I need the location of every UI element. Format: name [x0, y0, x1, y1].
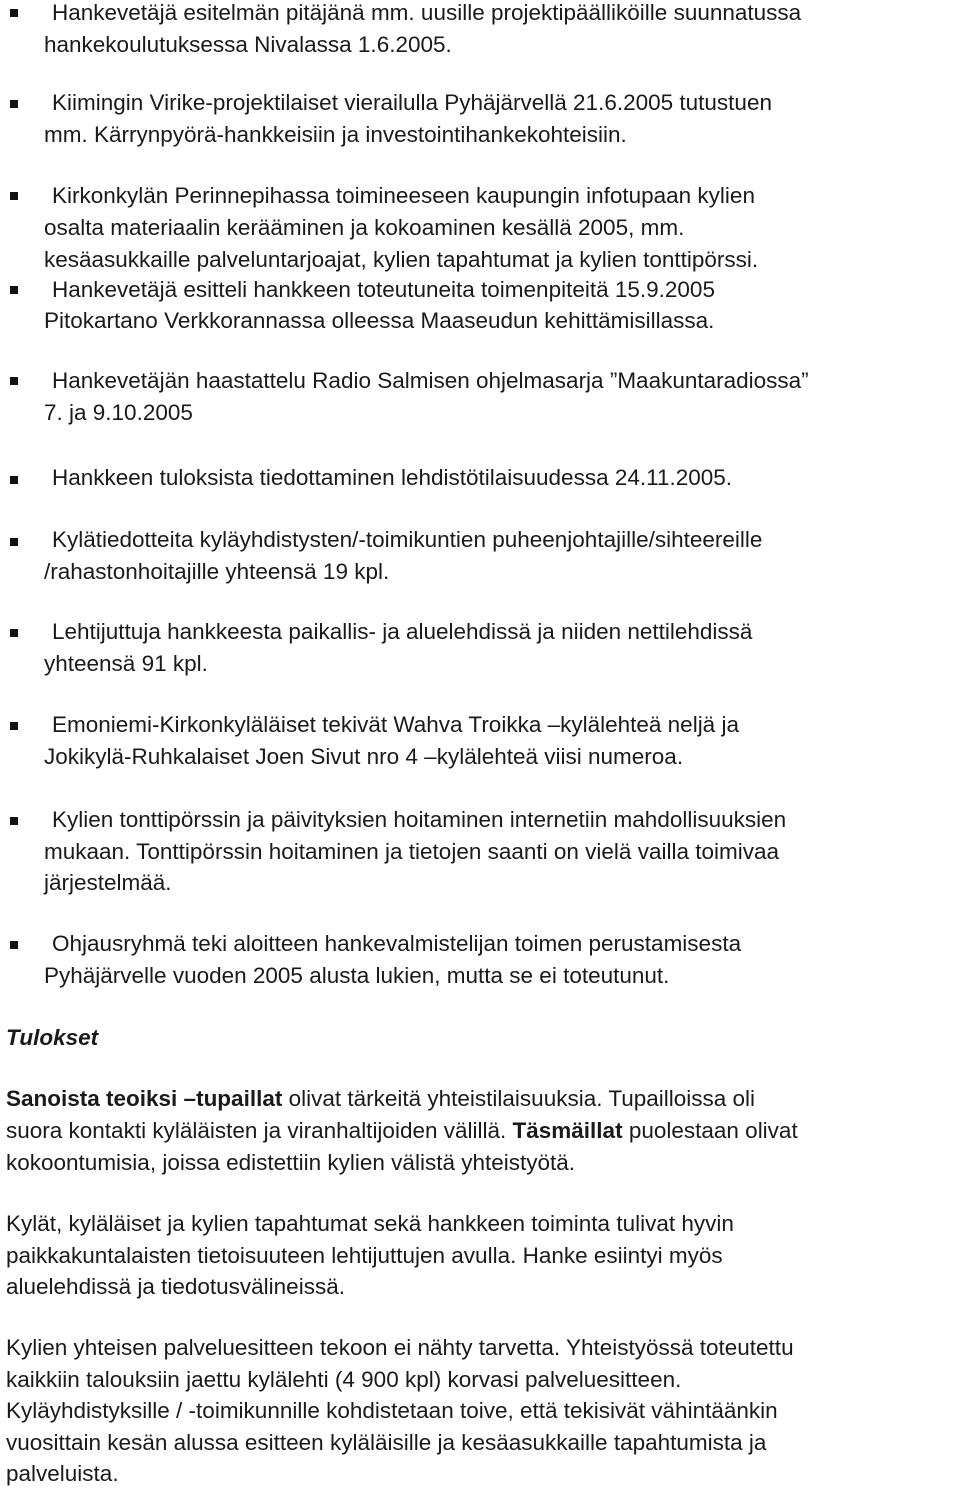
square-bullet-icon: [10, 538, 18, 546]
paragraph-line: kokoontumisia, joissa edistettiin kylien välistä yhteistyötä.: [6, 1150, 576, 1175]
bullet-text-line: Jokikylä-Ruhkalaiset Joen Sivut nro 4 –kylälehteä viisi numeroa.: [44, 744, 684, 769]
bullet-text-line: Emoniemi-Kirkonkyläläiset tekivät Wahva Troikka –kylälehteä neljä ja: [52, 712, 739, 737]
square-bullet-icon: [10, 629, 18, 637]
square-bullet-icon: [10, 286, 18, 294]
bullet-text-line: Kylien tonttipörssin ja päivityksien hoitaminen internetiin mahdollisuuksien: [52, 807, 787, 832]
square-bullet-icon: [10, 377, 18, 385]
square-bullet-icon: [10, 100, 18, 108]
bullet-text-line: Kiimingin Virike-projektilaiset vierailulla Pyhäjärvellä 21.6.2005 tutustuen: [52, 90, 772, 115]
bullet-text-line: Hankkeen tuloksista tiedottaminen lehdistötilaisuudessa 24.11.2005.: [52, 465, 733, 490]
bullet-text-line: Ohjausryhmä teki aloitteen hankevalmistelijan toimen perustamisesta: [52, 931, 742, 956]
paragraph-line: palveluista.: [6, 1461, 119, 1486]
bullet-text-line: Hankevetäjä esitteli hankkeen toteutuneita toimenpiteitä 15.9.2005: [52, 277, 715, 302]
square-bullet-icon: [10, 9, 18, 17]
bold-phrase: Sanoista teoiksi –tupaillat: [6, 1086, 283, 1111]
bullet-text-line: /rahastonhoitajille yhteensä 19 kpl.: [44, 559, 390, 584]
paragraph-text: suora kontakti kyläläisten ja viranhaltijoiden välillä.: [6, 1118, 513, 1143]
bullet-text-line: Pyhäjärvelle vuoden 2005 alusta lukien, mutta se ei toteutunut.: [44, 963, 670, 988]
square-bullet-icon: [10, 476, 18, 484]
square-bullet-icon: [10, 817, 18, 825]
bullet-text-line: mm. Kärrynpyörä-hankkeisiin ja investointihankekohteisiin.: [44, 122, 627, 147]
square-bullet-icon: [10, 722, 18, 730]
bullet-text-line: Lehtijuttuja hankkeesta paikallis- ja aluelehdissä ja niiden nettilehdissä: [52, 619, 753, 644]
paragraph-line: paikkakuntalaisten tietoisuuteen lehtijuttujen avulla. Hanke esiintyi myös: [6, 1243, 723, 1268]
paragraph-line: aluelehdissä ja tiedotusvälineissä.: [6, 1274, 345, 1299]
paragraph-line: kaikkiin talouksiin jaettu kylälehti (4 900 kpl) korvasi palveluesitteen.: [6, 1367, 682, 1392]
paragraph-line: [6, 1116, 798, 1146]
bullet-text-line: osalta materiaalin kerääminen ja kokoaminen kesällä 2005, mm.: [44, 215, 685, 240]
bullet-text-line: Kylätiedotteita kyläyhdistysten/-toimikuntien puheenjohtajille/sihteereille: [52, 527, 763, 552]
section-heading: Tulokset: [6, 1025, 99, 1050]
paragraph-text: puolestaan olivat: [622, 1118, 798, 1143]
paragraph-line: Kyläyhdistyksille / -toimikunnille kohdistetaan toive, että tekisivät vähintäänkin: [6, 1398, 778, 1423]
bullet-text-line: Pitokartano Verkkorannassa olleessa Maaseudun kehittämisillassa.: [44, 308, 715, 333]
bullet-text-line: Hankevetäjä esitelmän pitäjänä mm. uusille projektipäälliköille suunnatussa: [52, 0, 802, 25]
paragraph-line: Kylien yhteisen palveluesitteen tekoon ei nähty tarvetta. Yhteistyössä toteutettu: [6, 1335, 794, 1360]
square-bullet-icon: [10, 192, 18, 200]
paragraph-line: [6, 1084, 755, 1114]
paragraph-line: vuosittain kesän alussa esitteen kyläläisille ja kesäasukkaille tapahtumista ja: [6, 1430, 767, 1455]
paragraph-text: olivat tärkeitä yhteistilaisuuksia. Tupailloissa oli: [282, 1086, 756, 1111]
bullet-text-line: järjestelmää.: [44, 870, 172, 895]
square-bullet-icon: [10, 941, 18, 949]
bullet-text-line: Kirkonkylän Perinnepihassa toimineeseen kaupungin infotupaan kylien: [52, 183, 755, 208]
bullet-text-line: mukaan. Tonttipörssin hoitaminen ja tietojen saanti on vielä vailla toimivaa: [44, 839, 779, 864]
bold-phrase: Täsmäillat: [512, 1118, 623, 1143]
paragraph-line: Kylät, kyläläiset ja kylien tapahtumat sekä hankkeen toiminta tulivat hyvin: [6, 1211, 734, 1236]
bullet-text-line: kesäasukkaille palveluntarjoajat, kylien tapahtumat ja kylien tonttipörssi.: [44, 247, 759, 272]
bullet-text-line: 7. ja 9.10.2005: [44, 400, 193, 425]
bullet-text-line: Hankevetäjän haastattelu Radio Salmisen ohjelmasarja ”Maakuntaradiossa”: [52, 368, 809, 393]
bullet-text-line: hankekoulutuksessa Nivalassa 1.6.2005.: [44, 32, 452, 57]
bullet-text-line: yhteensä 91 kpl.: [44, 651, 208, 676]
